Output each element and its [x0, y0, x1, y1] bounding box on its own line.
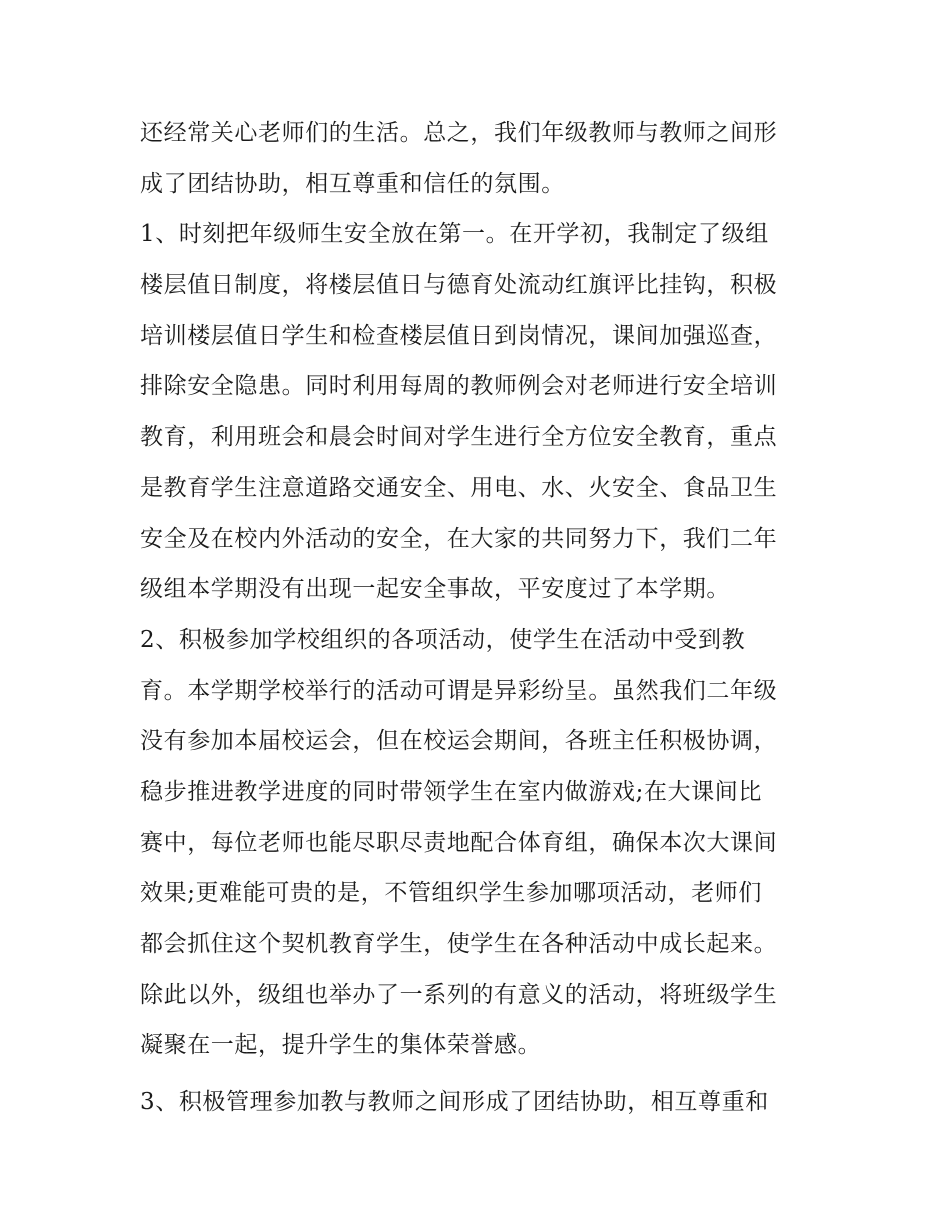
text-line: 除此以外，级组也举办了一系列的有意义的活动，将班级学生	[140, 981, 778, 1008]
text-line: 凝聚在一起，提升学生的集体荣誉感。	[140, 1032, 542, 1059]
text-line: 安全及在校内外活动的安全，在大家的共同努力下，我们二年	[140, 525, 778, 552]
text-line: 教育，利用班会和晨会时间对学生进行全方位安全教育，重点	[140, 424, 778, 451]
text-line: 都会抓住这个契机教育学生，使学生在各种活动中成长起来。	[140, 931, 778, 957]
text-line: 排除安全隐患。同时利用每周的教师例会对老师进行安全培训	[140, 373, 778, 400]
text-line: 赛中，每位老师也能尽职尽责地配合体育组，确保本次大课间	[140, 829, 778, 856]
text-line: 3、积极管理参加教与教师之间形成了团结协助，相互尊重和	[140, 1089, 769, 1116]
text-line: 稳步推进教学进度的同时带领学生在室内做游戏;在大课间比	[140, 778, 762, 805]
text-line: 还经常关心老师们的生活。总之，我们年级教师与教师之间形	[140, 120, 778, 146]
text-line: 育。本学期学校举行的活动可谓是异彩纷呈。虽然我们二年级	[140, 677, 778, 704]
text-line: 2、积极参加学校组织的各项活动，使学生在活动中受到教	[140, 626, 746, 653]
text-line: 级组本学期没有出现一起安全事故，平安度过了本学期。	[140, 576, 730, 603]
text-line: 1、时刻把年级师生安全放在第一。在开学初，我制定了级组	[140, 221, 769, 248]
text-line: 成了团结协助，相互尊重和信任的氛围。	[140, 170, 565, 197]
text-line: 是教育学生注意道路交通安全、用电、水、火安全、食品卫生	[140, 474, 778, 501]
document-body	[140, 108, 820, 1128]
text-line: 没有参加本届校运会，但在校运会期间，各班主任积极协调，	[140, 728, 778, 755]
text-line: 效果;更难能可贵的是，不管组织学生参加哪项活动，老师们	[140, 880, 762, 907]
text-line: 楼层值日制度，将楼层值日与德育处流动红旗评比挂钩，积极	[140, 272, 778, 299]
text-line: 培训楼层值日学生和检查楼层值日到岗情况，课间加强巡查，	[140, 322, 778, 349]
